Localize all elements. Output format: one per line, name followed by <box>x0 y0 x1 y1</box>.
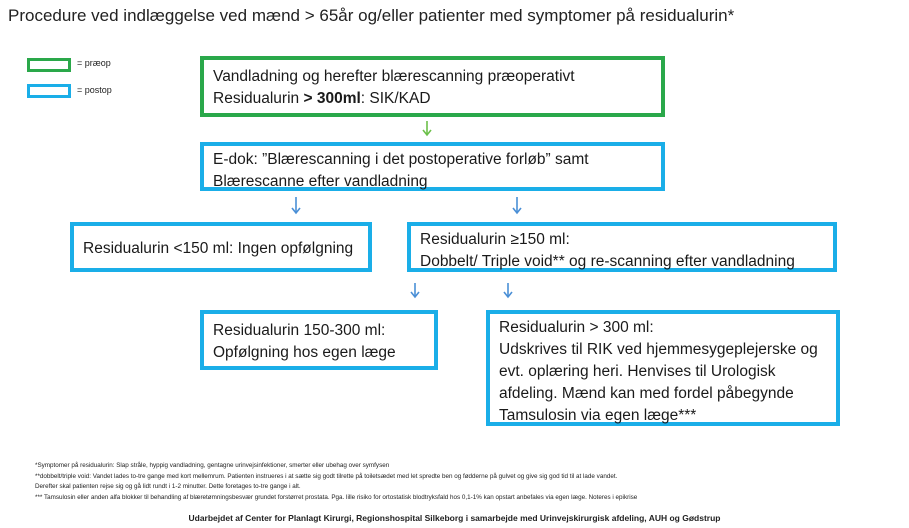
residual-over-150-box <box>407 222 837 272</box>
preop-line2-suffix: : SIK/KAD <box>360 90 431 107</box>
range150-300-line2: Opfølgning hos egen læge <box>213 344 396 361</box>
footnote-double-void-cont: Derefter skal patienten rejse sig og gå lidt rundt i 1-2 minutter. Dette foretages to-tre gange i alt. <box>35 483 301 490</box>
arrow-down-icon <box>289 196 303 216</box>
residual-150-300-box <box>200 310 438 370</box>
footnote-symptoms: *Symptomer på residualurin: Slap stråle, hyppig vandladning, gentagne urinvejsinfektioner, smerter eller ubehag over symfysen <box>35 462 390 469</box>
arrow-down-icon <box>420 120 434 138</box>
footnote-double-void: **dobbelt/triple void: Vandet lades to-tre gange med kort mellemrum. Patienten instrueres i at sætte sig godt tilrette på toiletsædet med let spredte ben og fødderne på gulvet og give sig god tid til at lade vandet. <box>35 473 618 480</box>
residual-under-150-box <box>70 222 372 272</box>
arrow-down-icon <box>501 282 515 300</box>
legend-preop-label: = præop <box>77 58 111 68</box>
over300-line2: Udskrives til RIK ved hjemmesygeplejerske og <box>499 341 818 358</box>
residual-over-300-box <box>486 310 840 426</box>
range150-300-line1: Residualurin 150-300 ml: <box>213 322 386 339</box>
arrow-down-icon <box>408 282 422 300</box>
preop-scan-box <box>200 56 665 117</box>
edok-box <box>200 142 665 191</box>
legend-preop-swatch <box>27 58 71 72</box>
over300-line5: Tamsulosin via egen læge*** <box>499 407 697 424</box>
preop-line1: Vandladning og herefter blærescanning præoperativt <box>213 68 575 85</box>
over150-line2: Dobbelt/ Triple void** og re-scanning efter vandladning <box>420 253 795 270</box>
edok-line1: E-dok: ”Blærescanning i det postoperative forløb” samt <box>213 151 589 168</box>
under150-line1: Residualurin <150 ml: Ingen opfølgning <box>83 240 354 257</box>
footnote-tamsulosin: *** Tamsulosin eller anden alfa blokker til behandling af blæretømningsbesvær grundet forstørret prostata. Pga. lille risiko for ortostatisk blodtryksfald hos 0,1-1% kan opstart anbefales via egen læge. Noteres i epikrise <box>35 494 638 501</box>
page-title: Procedure ved indlæggelse ved mænd > 65år og/eller patienter med symptomer på residualurin* <box>8 6 735 25</box>
preop-line2 <box>213 88 652 110</box>
legend-postop-label: = postop <box>77 85 112 95</box>
legend-postop-swatch <box>27 84 71 98</box>
over300-line4: afdeling. Mænd kan med fordel påbegynde <box>499 385 794 402</box>
over300-line1: Residualurin > 300 ml: <box>499 319 654 336</box>
preop-line2-prefix: Residualurin <box>213 90 304 107</box>
edok-line2: Blærescanne efter vandladning <box>213 173 428 190</box>
over300-line3: evt. oplæring heri. Henvises til Urologisk <box>499 363 776 380</box>
preop-threshold: > 300ml <box>303 90 361 107</box>
over150-line1: Residualurin ≥150 ml: <box>420 231 570 248</box>
arrow-down-icon <box>510 196 524 216</box>
credit-line: Udarbejdet af Center for Planlagt Kirurgi, Regionshospital Silkeborg i samarbejde med Urinvejskirurgisk afdeling, AUH og Gødstrup <box>188 513 721 523</box>
